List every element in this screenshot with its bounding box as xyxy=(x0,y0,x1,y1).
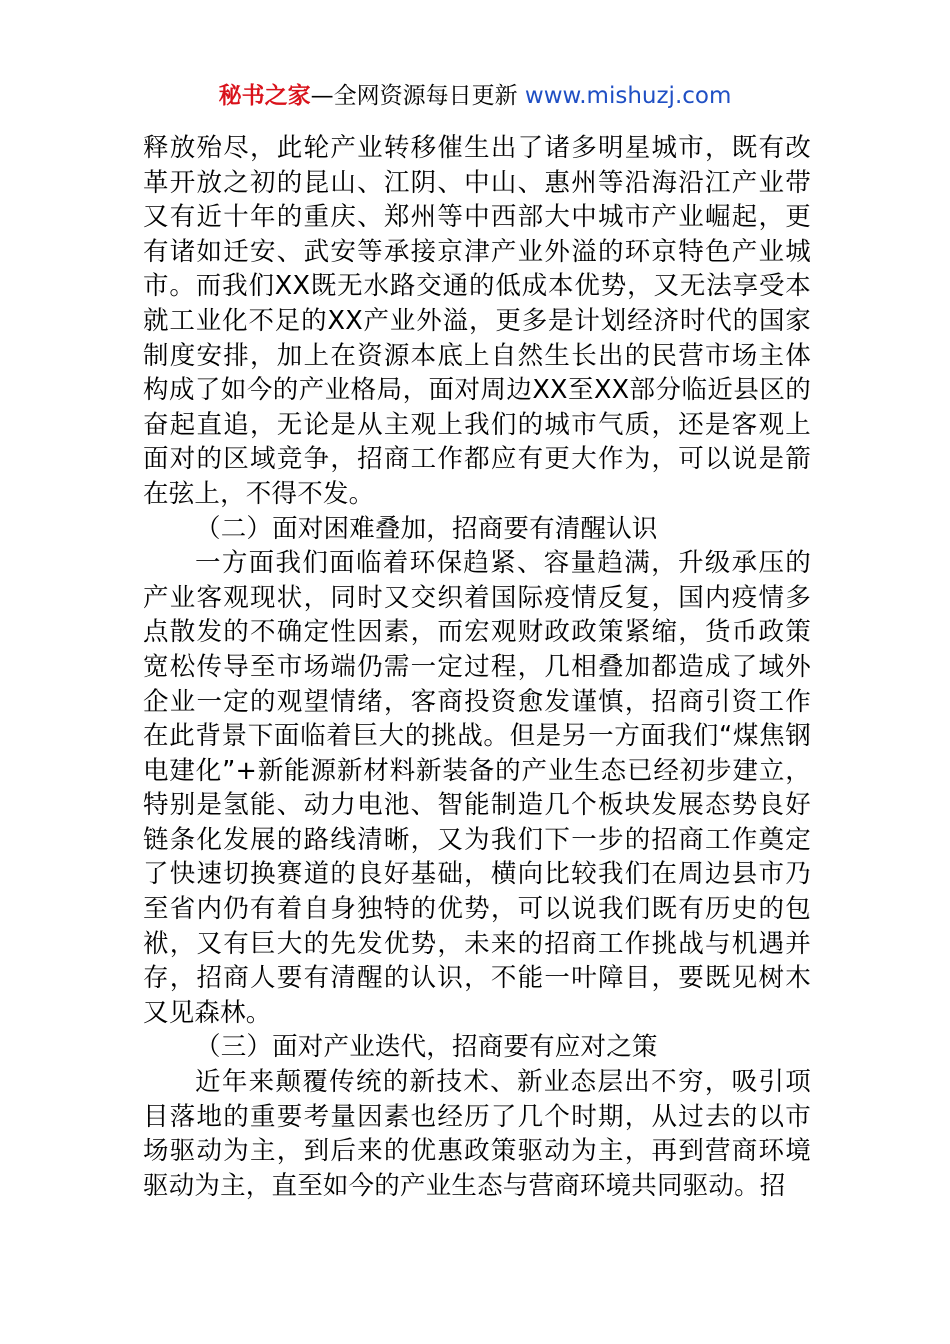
section-heading-2: （二）面对困难叠加，招商要有清醒认识 xyxy=(195,513,658,544)
page-header xyxy=(0,80,950,112)
paragraph-industry-iteration: 近年来颠覆传统的新技术、新业态层出不穷，吸引项目落地的重要考量因素也经历了几个时期，从过去的以市场驱动为主，到后来的优惠政策驱动为主，再到营商环境驱动为主，直至如今的产业生态与营商环境共同驱动。招 xyxy=(143,1067,811,1201)
header-tagline: —全网资源每日更新 xyxy=(310,83,525,109)
section-heading-3: （三）面对产业迭代，招商要有应对之策 xyxy=(195,1032,658,1063)
paragraph-continuation: 释放殆尽，此轮产业转移催生出了诸多明星城市，既有改革开放之初的昆山、江阴、中山、惠州等沿海沿江产业带又有近十年的重庆、郑州等中西部大中城市产业崛起，更有诸如迁安、武安等承接京津产业外溢的环京特色产业城市。而我们XX既无水路交通的低成本优势，又无法享受本就工业化不足的XX产业外溢，更多是计划经济时代的国家制度安排，加上在资源本底上自然生长出的民营市场主体构成了如今的产业格局，面对周边XX至XX部分临近县区的奋起直追，无论是从主观上我们的城市气质，还是客观上面对的区域竞争，招商工作都应有更大作为，可以说是箭在弦上，不得不发。 xyxy=(143,133,811,509)
document-body xyxy=(143,131,811,1203)
header-site-link[interactable]: www.mishuzj.com xyxy=(524,83,732,109)
header-brand: 秘书之家 xyxy=(218,83,311,109)
paragraph-challenges: 一方面我们面临着环保趋紧、容量趋满，升级承压的产业客观现状，同时又交织着国际疫情反复，国内疫情多点散发的不确定性因素，而宏观财政政策紧缩，货币政策宽松传导至市场端仍需一定过程，几相叠加都造成了域外企业一定的观望情绪，客商投资愈发谨慎，招商引资工作在此背景下面临着巨大的挑战。但是另一方面我们“煤焦钢电建化”+新能源新材料新装备的产业生态已经初步建立，特别是氢能、动力电池、智能制造几个板块发展态势良好链条化发展的路线清晰，又为我们下一步的招商工作奠定了快速切换赛道的良好基础，横向比较我们在周边县市乃至省内仍有着自身独特的优势，可以说我们既有历史的包袱，又有巨大的先发优势，未来的招商工作挑战与机遇并存，招商人要有清醒的认识，不能一叶障目，要既见树木又见森林。 xyxy=(143,548,811,1028)
